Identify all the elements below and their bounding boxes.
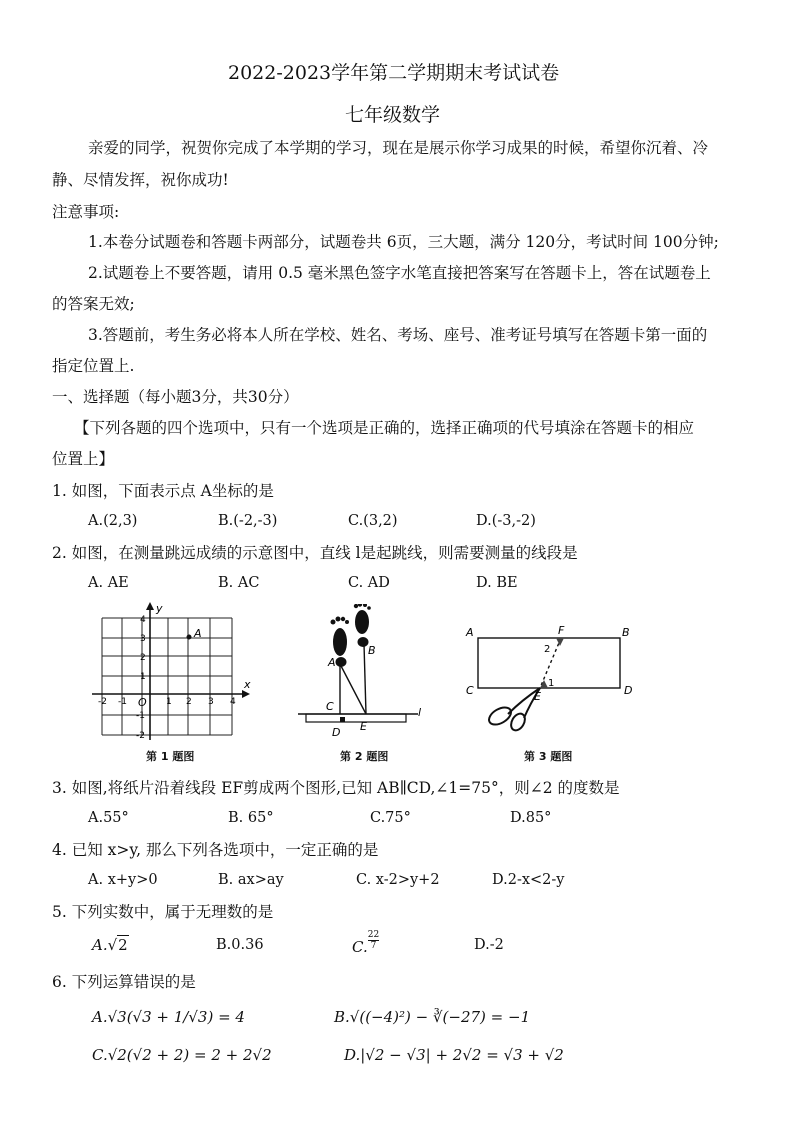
question-5-option-c	[352, 930, 380, 956]
question-1-option-c: C.(3,2)	[348, 513, 398, 529]
question-2-option-b: B. AC	[218, 575, 260, 591]
question-6-stem: 6. 下列运算错误的是	[52, 973, 196, 991]
right-angle-mark	[340, 717, 345, 722]
label-e: E	[360, 720, 367, 733]
tick-x-4: 4	[230, 697, 236, 707]
question-5-option-b: B.0.36	[216, 937, 264, 953]
tick-x-3: 3	[208, 697, 214, 707]
figure-2-caption: 第 2 题图	[340, 750, 389, 763]
jump-pit	[306, 714, 406, 722]
label-b: B	[622, 626, 630, 639]
figure-3-paper-cut	[460, 622, 640, 732]
y-axis-label: y	[156, 602, 163, 615]
figure-2-long-jump	[294, 604, 434, 744]
intro-line-2: 静、尽情发挥，祝你成功!	[52, 171, 229, 189]
figure-3-caption: 第 3 题图	[524, 750, 573, 763]
question-4-option-d: D.2-x<2-y	[492, 872, 565, 888]
question-4-option-a: A. x+y>0	[88, 872, 158, 888]
fraction-denominator: 7	[370, 941, 377, 951]
label-b: B	[368, 644, 376, 657]
tick-x-neg2: -2	[98, 697, 107, 707]
y-axis-arrow	[146, 602, 154, 610]
x-axis-arrow	[242, 690, 250, 698]
question-6-option-d: D.|√2 − √3| + 2√2 = √3 + √2	[344, 1046, 564, 1064]
label-a: A	[466, 626, 474, 639]
section-instruction-2: 位置上】	[52, 450, 115, 468]
question-3-stem: 3. 如图,将纸片沿着线段 EF剪成两个图形,已知 AB∥CD,∠1=75°，则∠2 的度数是	[52, 779, 620, 797]
tick-x-2: 2	[186, 697, 192, 707]
note-3b: 指定位置上.	[52, 357, 135, 375]
point-a	[187, 635, 192, 640]
exam-subtitle: 七年级数学	[345, 104, 441, 126]
label-angle-1: 1	[548, 678, 555, 689]
note-1: 1.本卷分试题卷和答题卡两部分，试题卷共 6页，三大题，满分 120分，考试时间 100分钟;	[88, 233, 719, 251]
tick-y-1: 1	[140, 672, 146, 682]
question-1-option-d: D.(-3,-2)	[476, 513, 536, 529]
tick-y-4: 4	[140, 615, 146, 625]
question-3-option-d: D.85°	[510, 810, 552, 826]
segment-be	[364, 644, 366, 714]
question-5-option-a	[92, 936, 129, 954]
option-c-fraction	[368, 930, 379, 951]
exam-title: 2022-2023学年第二学期期末考试试卷	[228, 62, 560, 84]
segment-ae	[340, 664, 366, 714]
tick-y-3: 3	[140, 634, 146, 644]
label-d: D	[624, 684, 633, 697]
question-4-option-b: B. ax>ay	[218, 872, 284, 888]
question-3-option-b: B. 65°	[228, 810, 274, 826]
label-c: C	[326, 700, 334, 713]
radical-icon: √	[107, 936, 118, 954]
figure-1-caption: 第 1 题图	[146, 750, 195, 763]
question-5-option-d: D.-2	[474, 937, 504, 953]
section-heading: 一、选择题（每小题3分，共30分）	[52, 388, 299, 406]
notes-heading: 注意事项:	[52, 203, 120, 221]
question-1-option-a: A.(2,3)	[88, 513, 138, 529]
question-4-stem: 4. 已知 x>y, 那么下列各选项中，一定正确的是	[52, 841, 379, 859]
option-a-prefix: A.	[92, 936, 108, 954]
tick-y-2: 2	[140, 653, 146, 663]
question-6-option-c: C.√2(√2 + 2) = 2 + 2√2	[92, 1046, 272, 1064]
option-c-prefix: C.	[352, 938, 368, 956]
question-1-option-b: B.(-2,-3)	[218, 513, 278, 529]
note-2a: 2.试题卷上不要答题，请用 0.5 毫米黑色签字水笔直接把答案写在答题卡上，答在试题卷上	[88, 264, 711, 282]
question-1-stem: 1. 如图，下面表示点 A坐标的是	[52, 482, 274, 500]
point-a-label: A	[194, 627, 202, 640]
tick-y-neg2: -2	[136, 731, 145, 741]
question-2-stem: 2. 如图，在测量跳远成绩的示意图中，直线 l是起跳线，则需要测量的线段是	[52, 544, 578, 562]
fraction-numerator: 22	[367, 930, 380, 940]
note-2b: 的答案无效;	[52, 295, 135, 313]
question-3-option-c: C.75°	[370, 810, 411, 826]
question-3-option-a: A.55°	[88, 810, 129, 826]
question-4-option-c: C. x-2>y+2	[356, 872, 440, 888]
origin-label: O	[138, 696, 147, 709]
footprint-right-icon	[354, 604, 371, 647]
question-2-option-d: D. BE	[476, 575, 518, 591]
label-a: A	[328, 656, 336, 669]
label-d: D	[332, 726, 341, 739]
figure-1-coordinate-grid	[88, 600, 268, 745]
label-f: F	[558, 624, 565, 637]
tick-x-neg1: -1	[118, 697, 127, 707]
question-6-option-b: B.√((−4)²) − ∛(−27) = −1	[334, 1008, 531, 1026]
question-6-option-a: A.√3(√3 + 1/√3) = 4	[92, 1008, 245, 1026]
label-l: l	[418, 706, 422, 719]
x-axis-label: x	[244, 678, 251, 691]
question-5-stem: 5. 下列实数中，属于无理数的是	[52, 903, 274, 921]
label-c: C	[466, 684, 474, 697]
note-3a: 3.答题前，考生务必将本人所在学校、姓名、考场、座号、准考证号填写在答题卡第一面的	[88, 326, 708, 344]
question-2-option-a: A. AE	[88, 575, 129, 591]
tick-y-neg1: -1	[136, 711, 145, 721]
intro-line-1: 亲爱的同学，祝贺你完成了本学期的学习，现在是展示你学习成果的时候，希望你沉着、冷	[88, 139, 709, 157]
tick-x-1: 1	[166, 697, 172, 707]
option-a-radicand: 2	[118, 936, 128, 954]
question-2-option-c: C. AD	[348, 575, 390, 591]
angle-2-mark	[556, 638, 564, 646]
section-instruction-1: 【下列各题的四个选项中，只有一个选项是正确的，选择正确项的代号填涂在答题卡的相应	[74, 419, 695, 437]
label-angle-2: 2	[544, 644, 551, 655]
scissors-icon	[486, 688, 540, 732]
grid-lines	[102, 618, 232, 735]
label-e: E	[534, 690, 541, 703]
